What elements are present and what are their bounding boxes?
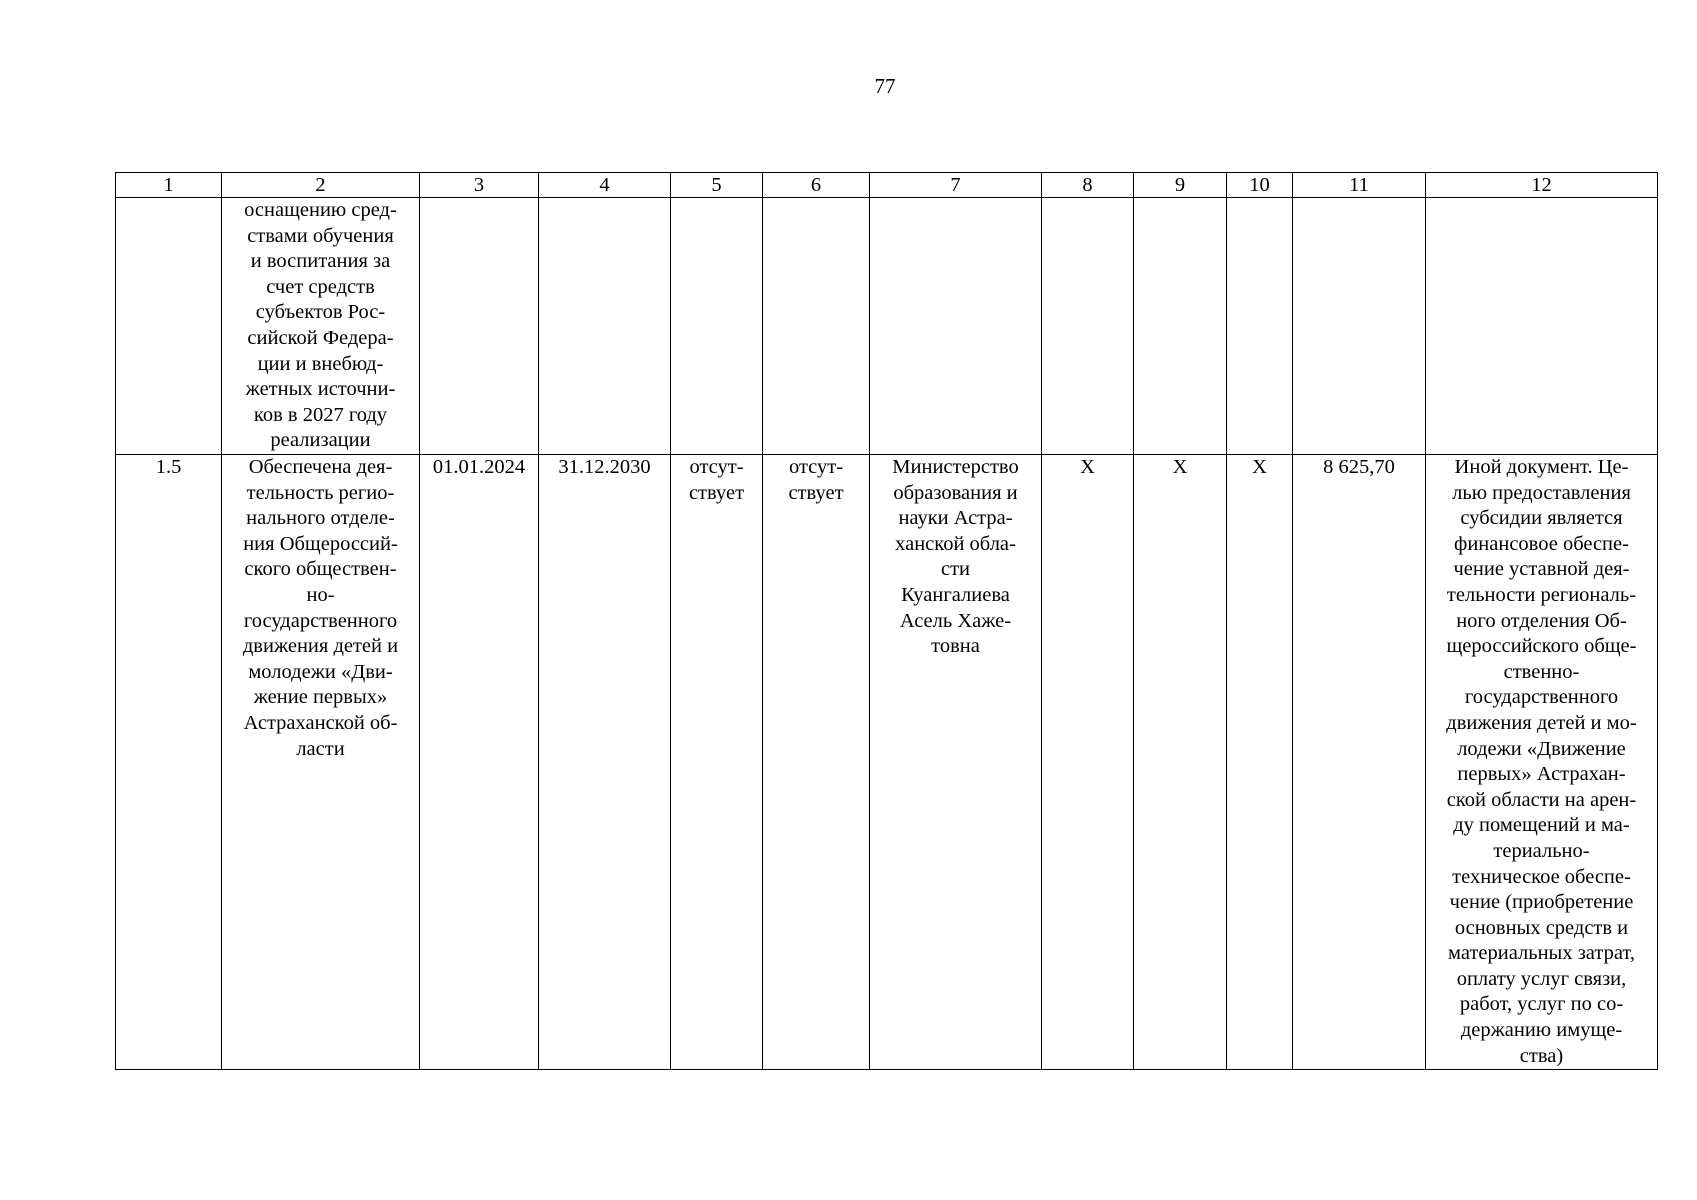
table-cell: отсут- ствует — [763, 455, 870, 1070]
header-cell: 6 — [763, 173, 870, 198]
header-cell: 12 — [1426, 173, 1658, 198]
table-cell — [116, 198, 222, 455]
table-cell: Х — [1042, 455, 1134, 1070]
header-cell: 10 — [1227, 173, 1293, 198]
table-row — [116, 198, 1658, 455]
table-cell: 31.12.2030 — [539, 455, 671, 1070]
header-cell: 3 — [420, 173, 539, 198]
table-cell: 8 625,70 — [1293, 455, 1426, 1070]
header-cell: 11 — [1293, 173, 1426, 198]
header-cell: 9 — [1134, 173, 1227, 198]
table-cell: 01.01.2024 — [420, 455, 539, 1070]
table-cell: Х — [1227, 455, 1293, 1070]
table-cell — [420, 198, 539, 455]
table-cell — [763, 198, 870, 455]
header-cell: 7 — [870, 173, 1042, 198]
header-cell: 1 — [116, 173, 222, 198]
table-cell — [539, 198, 671, 455]
table-cell: Иной документ. Це- лью предоставления субсидии является финансовое обеспе- чение уставной дея- тельности региональ- ного отделения Об- щероссийского обще- ственно- государственного движения детей и мо- лодежи «Движение первых» Астрахан- ской области на арен- ду помещений и ма- териально- техническое обеспе- чение (приобретение основных средств и материальных затрат, оплату услуг связи, работ, услуг по со- держанию имуще- ства) — [1426, 455, 1658, 1070]
table-cell — [1134, 198, 1227, 455]
table-cell — [1042, 198, 1134, 455]
table-cell: отсут- ствует — [671, 455, 763, 1070]
header-cell: 8 — [1042, 173, 1134, 198]
table-cell — [671, 198, 763, 455]
header-cell: 4 — [539, 173, 671, 198]
table-cell — [1293, 198, 1426, 455]
header-cell: 2 — [222, 173, 420, 198]
table-cell — [870, 198, 1042, 455]
table-cell: Х — [1134, 455, 1227, 1070]
table-cell — [1426, 198, 1658, 455]
page-number: 77 — [874, 74, 896, 98]
table-cell: Обеспечена дея- тельность регио- нального отделе- ния Общероссий- ского обществен- но- государственного движения детей и молодежи «Дви- жение первых» Астраханской об- ласти — [222, 455, 420, 1070]
table-cell — [1227, 198, 1293, 455]
table-cell: оснащению сред- ствами обучения и воспитания за счет средств субъектов Рос- сийской Федера- ции и внебюд- жетных источни- ков в 2027 году реализации — [222, 198, 420, 455]
header-cell: 5 — [671, 173, 763, 198]
table-cell: 1.5 — [116, 455, 222, 1070]
table-cell: Министерство образования и науки Астра- ханской обла- сти Куангалиева Асель Хаже- товна — [870, 455, 1042, 1070]
table-header-row — [116, 173, 1658, 198]
table-row — [116, 455, 1658, 1070]
data-table — [115, 172, 1658, 1070]
